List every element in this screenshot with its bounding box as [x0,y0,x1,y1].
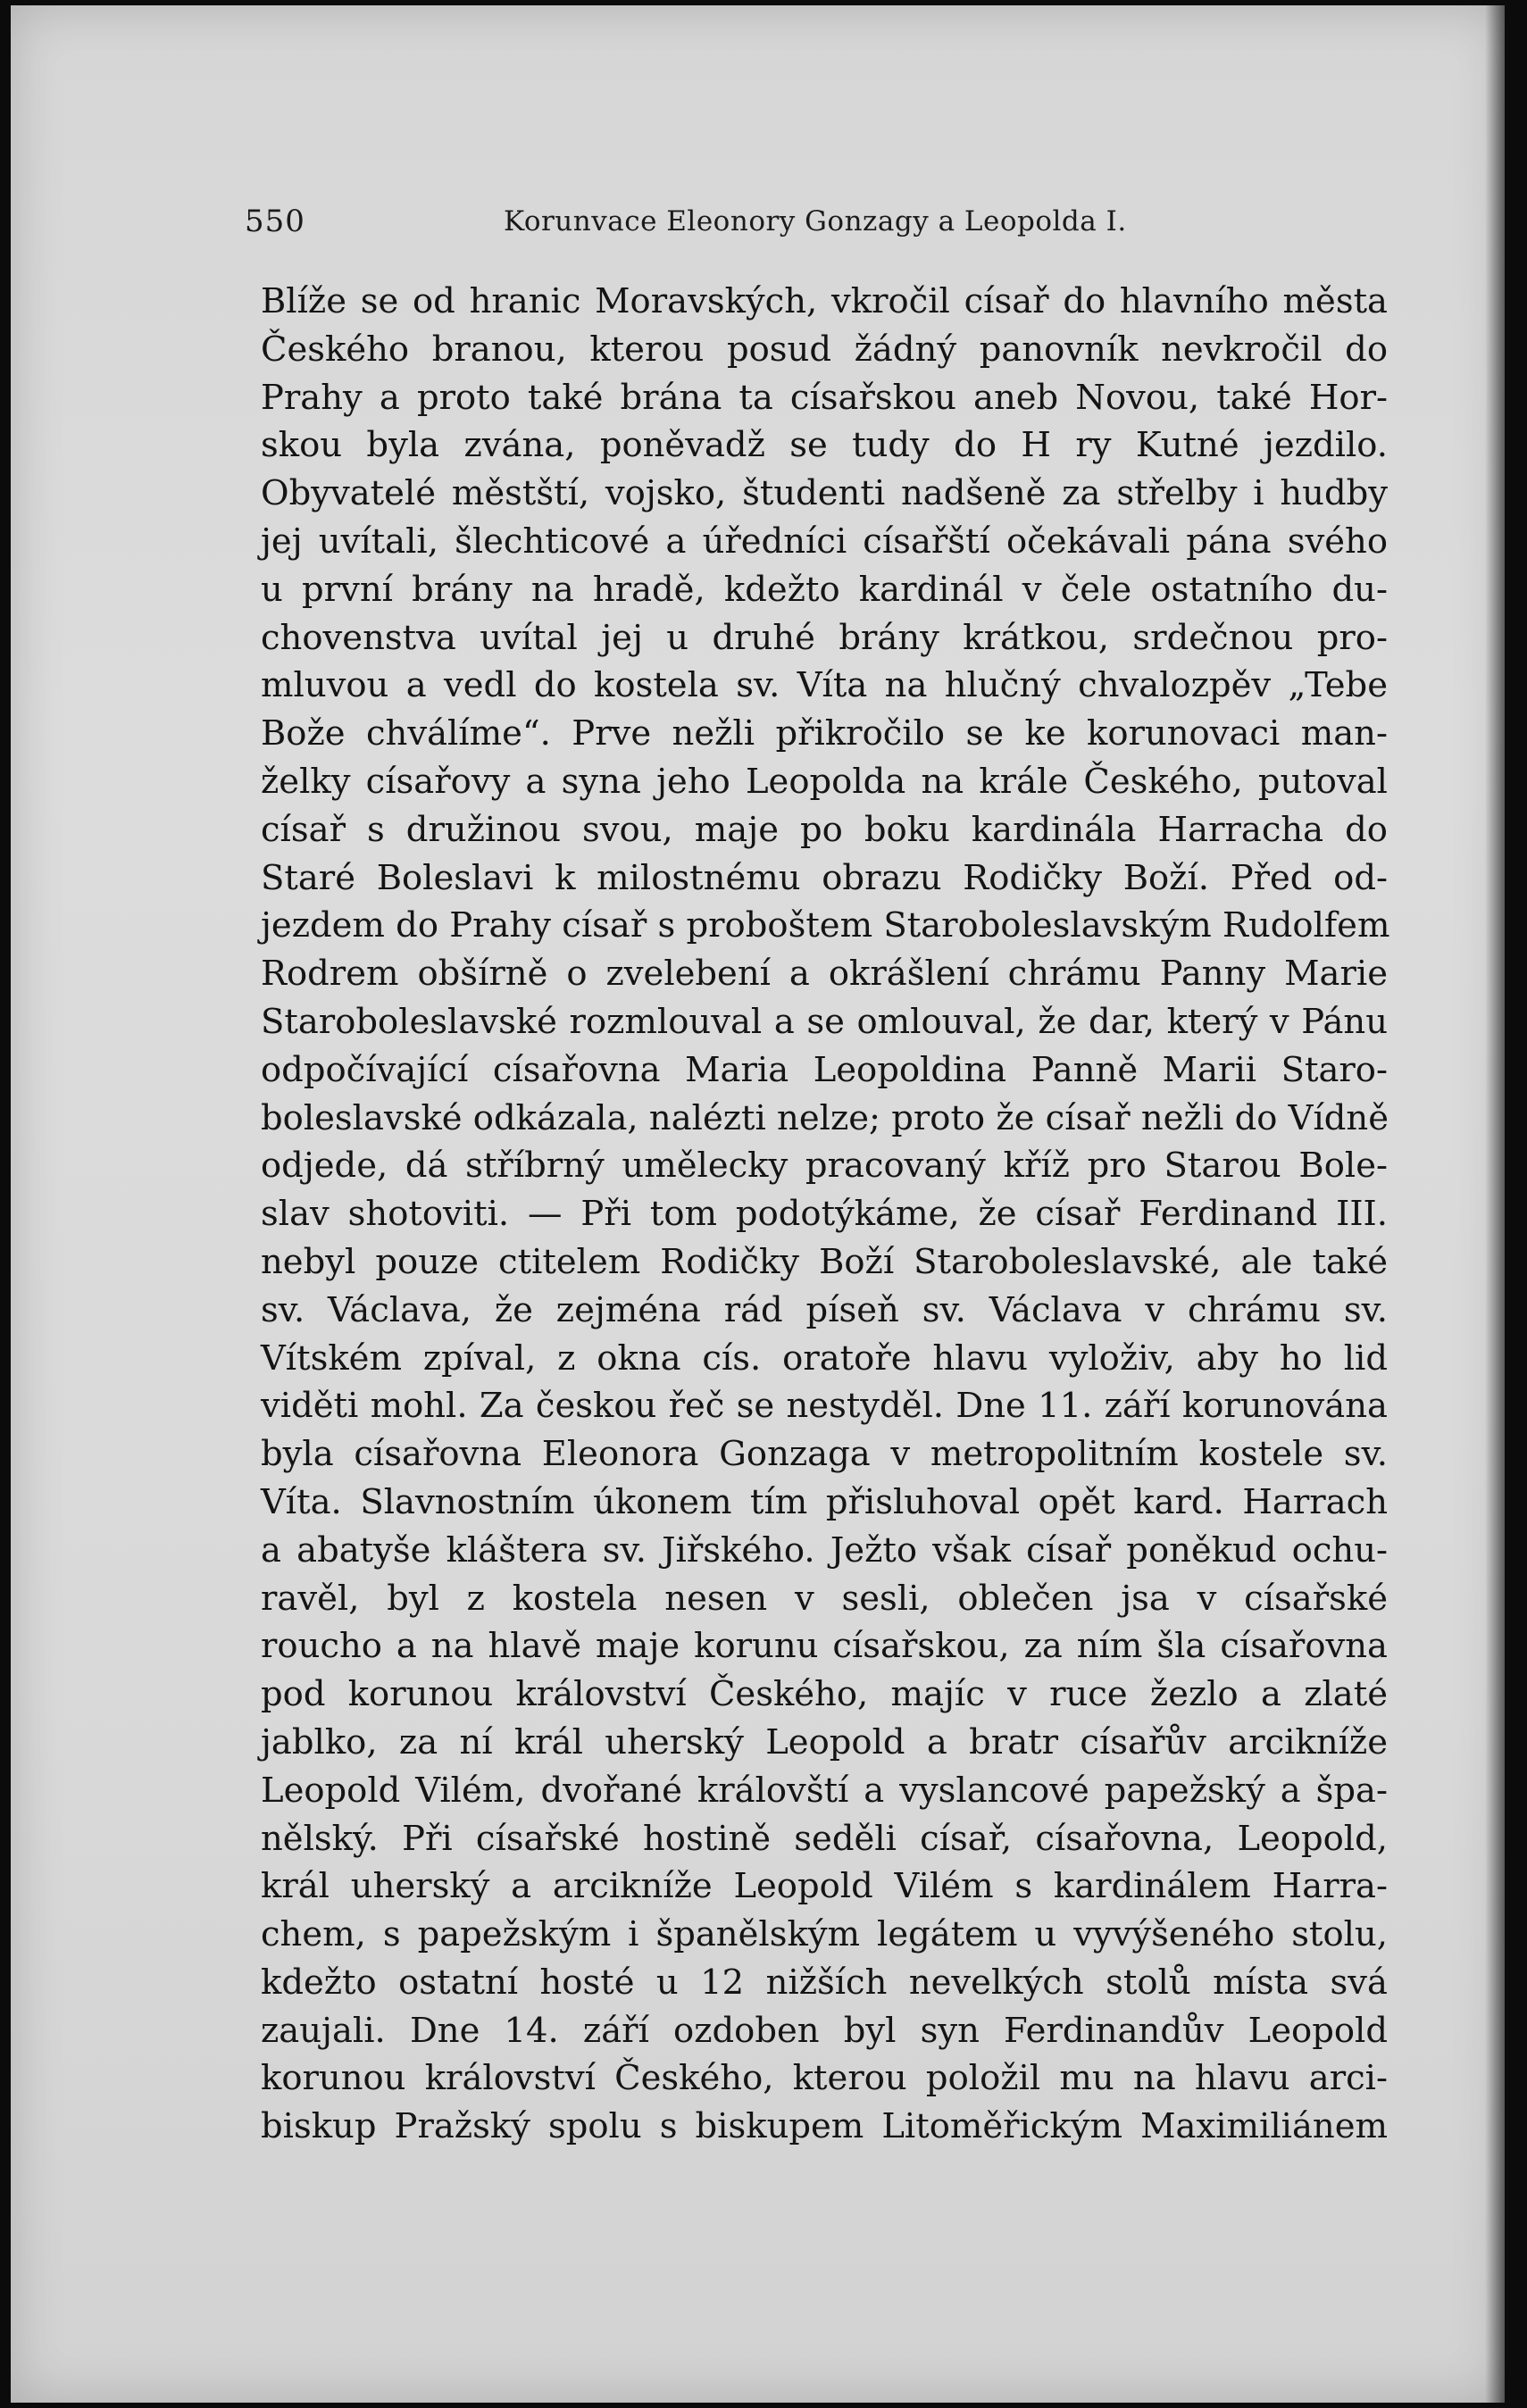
text-line: nebyl pouze ctitelem Rodičky Boží Staroboleslavské, ale také [261,1241,1388,1282]
text-line: Obyvatelé městští, vojsko, študenti nadšeně za střelby i hudby [261,473,1388,514]
page-number: 550 [245,204,305,239]
text-line: ravěl, byl z kostela nesen v sesli, oblečen jsa v císařské [261,1578,1388,1619]
text-line: zaujali. Dne 14. září ozdoben byl syn Ferdinandův Leopold [261,2010,1388,2051]
text-line: jej uvítali, šlechticové a úředníci císařští očekávali pána svého [261,521,1388,562]
body-text [261,278,1388,2151]
text-line: pod korunou království Českého, majíc v ruce žezlo a zlaté [261,1674,1388,1715]
text-line: skou byla zvána, poněvadž se tudy do H ry Kutné jezdilo. [261,425,1388,466]
text-line: Vítském zpíval, z okna cís. oratoře hlavu vyloživ, aby ho lid [261,1337,1388,1379]
text-line: nělský. Při císařské hostině seděli císař, císařovna, Leopold, [261,1818,1388,1859]
text-line: roucho a na hlavě maje korunu císařskou, za ním šla císařovna [261,1626,1388,1667]
text-line: Bože chválíme“. Prve nežli přikročilo se ke korunovaci man- [261,713,1388,754]
text-line: odpočívající císařovna Maria Leopoldina Panně Marii Staro- [261,1049,1388,1090]
text-line: chovenstva uvítal jej u druhé brány krátkou, srdečnou pro- [261,617,1388,658]
running-title: Korunvace Eleonory Gonzagy a Leopolda I. [504,205,1127,237]
text-line: Rodrem obšírně o zvelebení a okrášlení chrámu Panny Marie [261,954,1388,995]
text-line: korunou království Českého, kterou položil mu na hlavu arci- [261,2058,1388,2099]
text-line: chem, s papežským i španělským legátem u vyvýšeného stolu, [261,1914,1388,1955]
text-line: želky císařovy a syna jeho Leopolda na krále Českého, putoval [261,761,1388,802]
text-line: jablko, za ní král uherský Leopold a bratr císařův arcikníže [261,1721,1388,1762]
text-line: u první brány na hradě, kdežto kardinál v čele ostatního du- [261,569,1388,610]
text-line: císař s družinou svou, maje po boku kardinála Harracha do [261,809,1388,850]
text-line: Staroboleslavské rozmlouval a se omlouval, že dar, který v Pánu [261,1001,1388,1042]
page-header [245,204,1156,243]
book-page [11,5,1505,2403]
text-line: jezdem do Prahy císař s proboštem Staroboleslavským Rudolfem [261,905,1390,946]
text-line: sv. Václava, že zejména rád píseň sv. Václava v chrámu sv. [261,1289,1388,1330]
text-line: Víta. Slavnostním úkonem tím přisluhoval opět kard. Harrach [261,1481,1388,1522]
text-line: Prahy a proto také brána ta císařskou aneb Novou, také Hor- [261,377,1388,418]
text-line: Staré Boleslavi k milostnému obrazu Rodičky Boží. Před od- [261,857,1388,898]
text-line: byla císařovna Eleonora Gonzaga v metropolitním kostele sv. [261,1434,1388,1475]
text-line: biskup Pražský spolu s biskupem Litoměřickým Maximiliánem [261,2106,1388,2147]
text-line: slav shotoviti. — Při tom podotýkáme, že císař Ferdinand III. [261,1194,1388,1235]
text-line: Blíže se od hranic Moravských, vkročil císař do hlavního města [261,281,1388,321]
text-line: kdežto ostatní hosté u 12 nižších nevelkých stolů místa svá [261,1962,1388,2003]
text-line: a abatyše kláštera sv. Jiřského. Ježto však císař poněkud ochu- [261,1529,1388,1571]
text-line: mluvou a vedl do kostela sv. Víta na hlučný chvalozpěv „Tebe [261,665,1388,706]
text-line: král uherský a arcikníže Leopold Vilém s kardinálem Harra- [261,1866,1388,1907]
text-line: boleslavské odkázala, nalézti nelze; proto že císař nežli do Vídně [261,1097,1389,1138]
text-line: viděti mohl. Za českou řeč se nestyděl. Dne 11. září korunována [261,1386,1388,1427]
text-line: Českého branou, kterou posud žádný panovník nevkročil do [261,329,1388,370]
page-spine-shadow [1485,5,1505,2403]
text-line: Leopold Vilém, dvořané královští a vyslancové papežský a špa- [261,1770,1388,1811]
text-line: odjede, dá stříbrný umělecky pracovaný kříž pro Starou Bole- [261,1146,1388,1187]
